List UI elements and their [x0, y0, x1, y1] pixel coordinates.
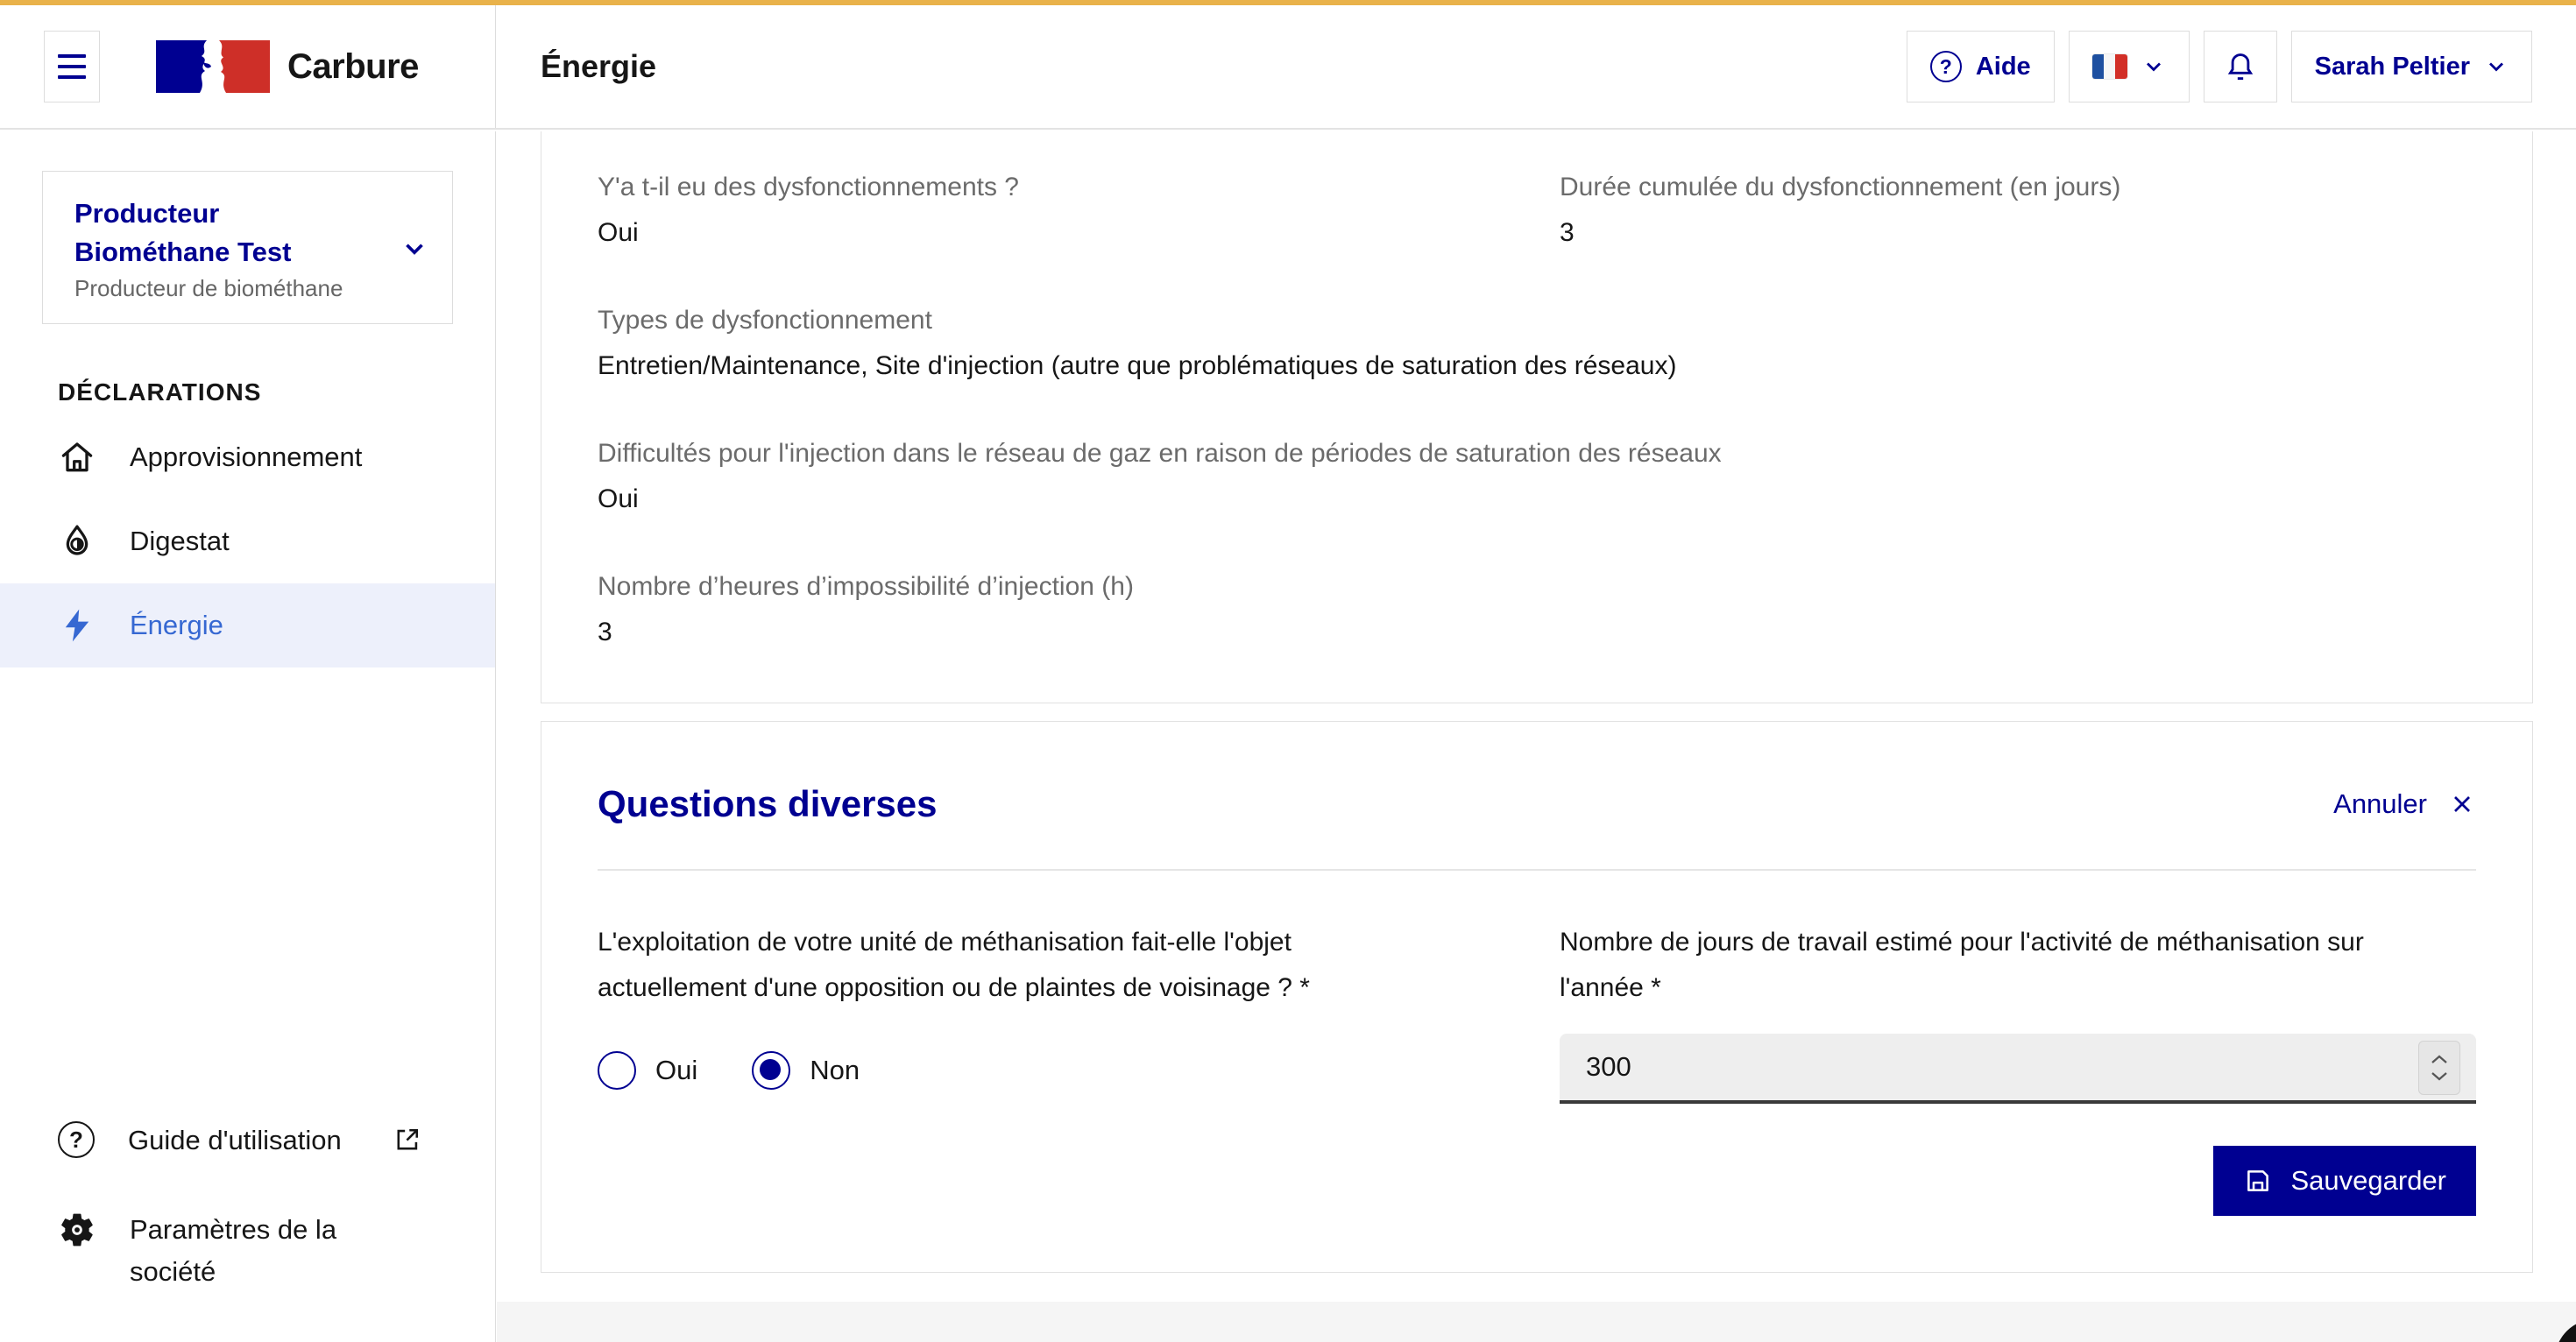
republique-francaise-logo — [154, 39, 272, 94]
save-button[interactable] — [2213, 1146, 2476, 1216]
question-circle-icon: ? — [58, 1121, 95, 1158]
notifications-button[interactable] — [2204, 31, 2277, 102]
app-header — [0, 5, 2576, 130]
field-heures-impossibilite — [598, 571, 2476, 648]
sidebar-item-digestat[interactable] — [0, 499, 495, 583]
sidebar-section-declarations: DÉCLARATIONS — [58, 378, 262, 406]
menu-button[interactable] — [44, 31, 100, 102]
external-link-icon — [393, 1125, 422, 1155]
bell-icon — [2224, 50, 2257, 83]
chevron-up-icon — [2430, 1054, 2449, 1065]
bolt-icon — [58, 606, 96, 645]
footer-strip — [497, 1302, 2576, 1342]
sidebar-item-label: Approvisionnement — [130, 441, 363, 472]
close-icon — [2448, 790, 2476, 818]
radio-label: Non — [810, 1055, 860, 1085]
cancel-label: Annuler — [2333, 788, 2427, 819]
radio-circle-icon — [598, 1051, 636, 1090]
brand-name: Carbure — [287, 46, 419, 86]
chevron-down-icon — [2430, 1070, 2449, 1082]
hamburger-icon — [58, 54, 86, 58]
question-circle-icon: ? — [1930, 51, 1962, 82]
user-guide-link[interactable] — [58, 1120, 495, 1162]
field-value: 3 — [1560, 218, 1575, 247]
user-guide-label: Guide d'utilisation — [128, 1125, 342, 1155]
number-stepper[interactable] — [2418, 1041, 2460, 1095]
sidebar-item-label: Énergie — [130, 610, 223, 640]
page-title: Énergie — [541, 48, 657, 84]
entity-subtitle: Producteur de biométhane — [74, 275, 343, 301]
chevron-down-icon — [2484, 54, 2509, 79]
field-label: Types de dysfonctionnement — [598, 306, 932, 335]
sidebar-footer — [0, 1072, 495, 1342]
opposition-question-label: L'exploitation de votre unité de méthanisation fait-elle l'objet actuellement d'une opposition ou de plaintes de voisinage ? * — [598, 928, 1310, 1002]
sidebar — [0, 131, 496, 1342]
header-title-area — [496, 5, 2576, 128]
field-value: Oui — [598, 218, 639, 247]
droplet-icon — [58, 522, 96, 561]
opposition-question-group — [598, 920, 1560, 1216]
field-value: Oui — [598, 484, 639, 513]
radio-oui[interactable] — [598, 1051, 697, 1090]
work-days-group — [1560, 920, 2476, 1216]
header-brand-area — [0, 5, 496, 128]
radio-non[interactable] — [752, 1051, 860, 1090]
save-icon — [2243, 1166, 2273, 1196]
sidebar-item-label: Digestat — [130, 526, 230, 556]
user-menu[interactable] — [2291, 31, 2532, 102]
gear-icon — [58, 1211, 96, 1249]
company-settings-link[interactable] — [58, 1209, 495, 1293]
radio-label: Oui — [655, 1055, 698, 1085]
header-actions — [1907, 31, 2532, 102]
help-button-label: Aide — [1975, 52, 2031, 81]
field-label: Nombre d’heures d’impossibilité d’injection (h) — [598, 572, 1134, 601]
field-types-dysfonctionnement — [598, 305, 2476, 382]
field-label: Difficultés pour l'injection dans le réseau de gaz en raison de périodes de saturation des réseaux — [598, 439, 1722, 468]
save-button-label: Sauvegarder — [2290, 1165, 2446, 1196]
company-settings-label: Paramètres de la société — [130, 1214, 337, 1287]
field-duree-cumulee — [1560, 172, 2476, 305]
language-selector[interactable] — [2069, 31, 2190, 102]
user-name: Sarah Peltier — [2314, 52, 2470, 81]
opposition-radio-group — [598, 1051, 1560, 1090]
sidebar-item-energie[interactable] — [0, 583, 495, 667]
chevron-down-icon — [400, 234, 429, 264]
french-flag-icon — [2092, 54, 2127, 79]
field-value: Entretien/Maintenance, Site d'injection (autre que problématiques de saturation des réseaux) — [598, 351, 1677, 380]
questions-diverses-card — [541, 721, 2533, 1273]
home-icon — [58, 438, 96, 477]
cancel-button[interactable] — [2333, 788, 2476, 820]
field-difficultes-injection — [598, 438, 2476, 515]
energy-summary-card — [541, 131, 2533, 703]
chevron-down-icon — [2141, 54, 2166, 79]
environment-top-strip — [0, 0, 2576, 5]
field-value: 3 — [598, 618, 612, 646]
entity-name: Producteur Biométhane Test — [74, 198, 292, 267]
field-label: Durée cumulée du dysfonctionnement (en jours) — [1560, 173, 2121, 201]
field-label: Y'a t-il eu des dysfonctionnements ? — [598, 173, 1019, 201]
radio-circle-icon — [752, 1051, 790, 1090]
entity-selector[interactable] — [42, 171, 453, 324]
work-days-label: Nombre de jours de travail estimé pour l'activité de méthanisation sur l'année * — [1560, 928, 2364, 1002]
help-button[interactable] — [1907, 31, 2055, 102]
field-dysfonctionnements — [598, 172, 1560, 249]
work-days-input[interactable] — [1560, 1034, 2476, 1104]
main-content — [497, 131, 2576, 1342]
sidebar-item-approvisionnement[interactable] — [0, 415, 495, 499]
divider — [598, 869, 2476, 871]
card-title: Questions diverses — [598, 783, 938, 824]
